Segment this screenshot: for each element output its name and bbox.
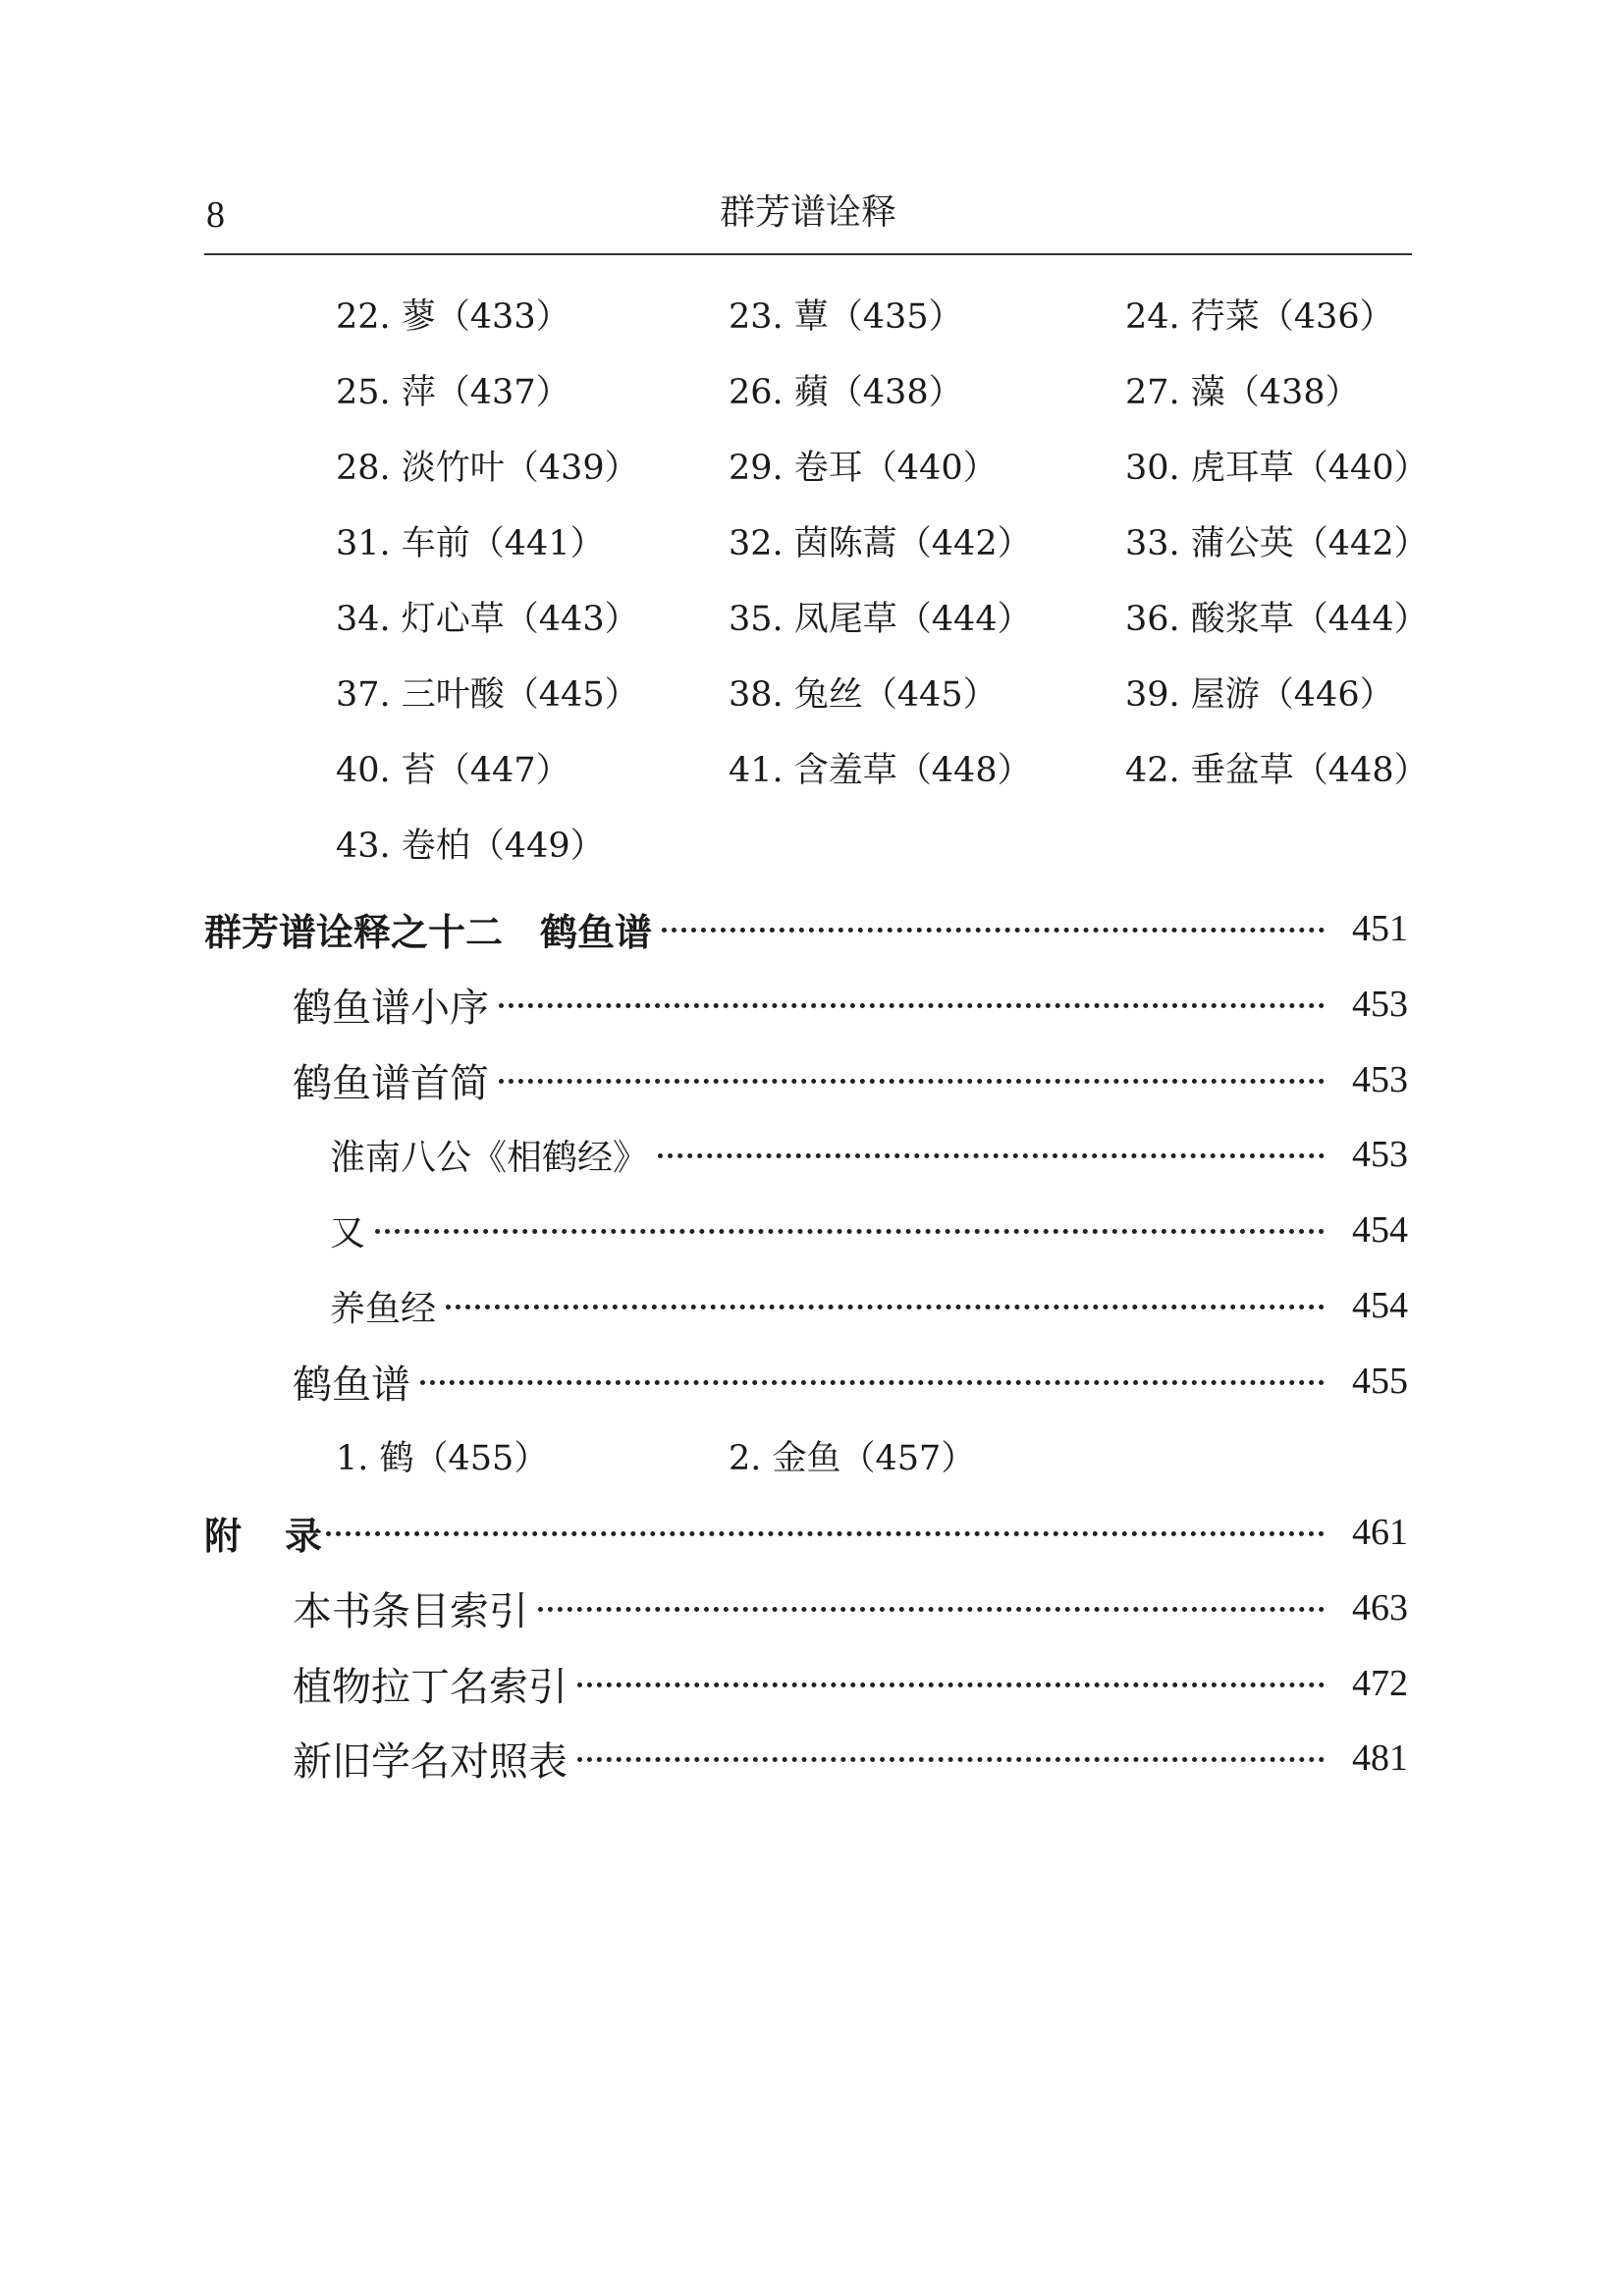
grid-item[interactable]: 36. 酸浆草（444） [1125,600,1429,639]
grid-item[interactable]: 22. 蓼（433） [336,297,570,337]
grid-item[interactable]: 34. 灯心草（443） [336,600,639,639]
toc-title: 新旧学名对照表 [293,1738,568,1785]
dot-leader [499,989,1325,1008]
dot-leader [420,1366,1325,1385]
toc-entry-xiaoxu[interactable] [293,975,1408,1034]
dot-leader [577,1743,1325,1762]
heyupu-sub-grid [336,1434,1023,1483]
toc-title: 鹤鱼谱首简 [293,1060,489,1106]
grid-item[interactable]: 41. 含羞草（448） [729,751,1032,790]
toc-entry-heyupu-section[interactable] [293,1352,1408,1411]
toc-entry-you[interactable] [330,1201,1408,1259]
dot-leader [658,1140,1325,1158]
grid-item[interactable]: 33. 蒲公英（442） [1125,524,1429,563]
toc-entry-xinjiu[interactable] [293,1729,1408,1788]
grid-item[interactable]: 38. 兔丝（445） [729,675,998,715]
dot-leader [499,1065,1325,1084]
page-number: 8 [206,194,225,236]
toc-page-number: 454 [1352,1209,1408,1251]
dot-leader [326,1518,1325,1536]
grid-item[interactable]: 25. 萍（437） [336,373,570,412]
grid-item[interactable]: 40. 苔（447） [336,751,570,790]
grid-item[interactable]: 29. 卷耳（440） [729,449,998,488]
dot-leader [577,1669,1325,1687]
grid-item[interactable]: 28. 淡竹叶（439） [336,449,639,488]
grid-item[interactable]: 31. 车前（441） [336,524,605,563]
grid-item[interactable]: 35. 凤尾草（444） [729,600,1032,639]
grid-item[interactable]: 43. 卷柏（449） [336,827,605,866]
dot-leader [446,1291,1325,1309]
grid-item[interactable]: 23. 蕈（435） [729,297,963,337]
toc-entry-fulu[interactable] [204,1503,1408,1562]
toc-title: 本书条目索引 [293,1588,528,1634]
grid-item[interactable]: 32. 茵陈蒿（442） [729,524,1032,563]
grid-item[interactable]: 1. 鹤（455） [336,1439,549,1478]
grid-item[interactable]: 26. 蘋（438） [729,373,963,412]
toc-title: 鹤鱼谱 [293,1362,410,1408]
toc-title: 植物拉丁名索引 [293,1664,568,1710]
toc-entry-lading[interactable] [293,1654,1408,1713]
book-title: 群芳谱诠释 [719,192,896,233]
toc-entry-xianghejing[interactable] [330,1125,1408,1184]
toc-page-number: 453 [1352,1059,1408,1100]
toc-entry-yangyujing[interactable] [330,1276,1408,1335]
toc-page-number: 463 [1352,1587,1408,1629]
toc-page-number: 453 [1352,984,1408,1025]
fulu-char-2: 录 [285,1513,323,1558]
toc-page-number: 454 [1352,1285,1408,1326]
dot-leader [538,1593,1325,1612]
grid-item[interactable]: 2. 金鱼（457） [729,1439,976,1478]
toc-entry-heyupu[interactable] [204,899,1408,958]
toc-title: 养鱼经 [330,1288,437,1329]
toc-title: 群芳谱诠释之十二 鹤鱼谱 [204,909,653,954]
grid-item[interactable]: 42. 垂盆草（448） [1125,751,1429,790]
grid-item[interactable]: 39. 屋游（446） [1125,675,1394,715]
dot-leader [662,914,1325,933]
toc-page-number: 451 [1352,908,1408,949]
toc-entry-shoujian[interactable] [293,1050,1408,1109]
fulu-char-1: 附 [204,1513,243,1558]
running-header [204,185,1412,255]
toc-page-number: 461 [1352,1512,1408,1553]
dot-leader [375,1215,1325,1234]
toc-page-number: 455 [1352,1361,1408,1402]
grid-item[interactable]: 24. 荇菜（436） [1125,297,1394,337]
toc-title [204,1506,322,1560]
grid-item[interactable]: 37. 三叶酸（445） [336,675,639,715]
toc-page-number: 453 [1352,1134,1408,1175]
toc-title: 又 [330,1212,366,1254]
toc-title: 鹤鱼谱小序 [293,985,489,1031]
toc-title: 淮南八公《相鹤经》 [330,1137,649,1178]
plant-entry-grid [336,293,1429,897]
toc-entry-tiaomu[interactable] [293,1578,1408,1637]
toc-page-number: 481 [1352,1737,1408,1779]
grid-item[interactable]: 30. 虎耳草（440） [1125,449,1429,488]
grid-item[interactable]: 27. 藻（438） [1125,373,1360,412]
toc-page-number: 472 [1352,1663,1408,1704]
